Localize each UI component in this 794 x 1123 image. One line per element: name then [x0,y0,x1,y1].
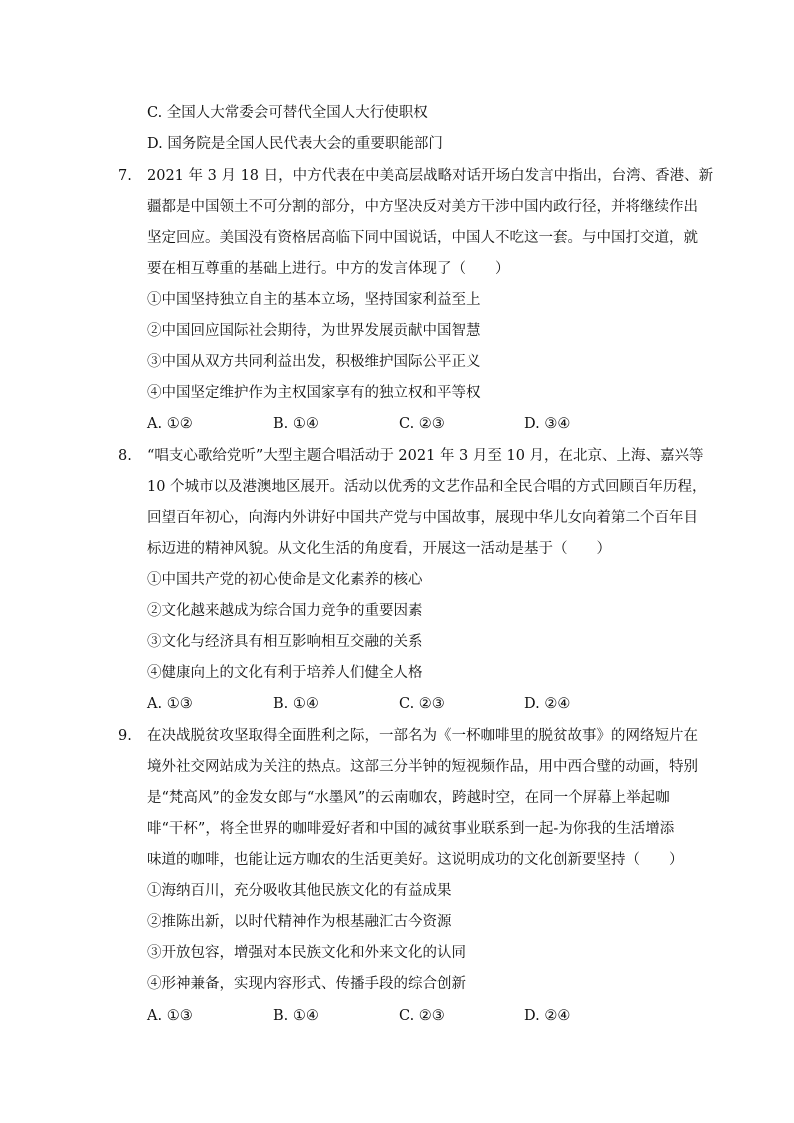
q8-statement: ③文化与经济具有相互影响相互交融的关系 [147,634,423,650]
q7-stem-line: 坚定回应。美国没有资格居高临下同中国说话，中国人不吃这一套。与中国打交道，就 [147,230,698,246]
q9-choice-c[interactable]: C. ②③ [399,1008,445,1024]
q7-stem-line: 要在相互尊重的基础上进行。中方的发言体现了（ ） [147,261,510,277]
q9-choices [147,1006,627,1026]
q6-option-d: D. 国务院是全国人民代表大会的重要职能部门 [147,136,443,152]
q9-choice-d[interactable]: D. ②④ [524,1008,571,1024]
q9-stem-line: 啡“干杯”，将全世界的咖啡爱好者和中国的减贫事业联系到一起-为你我的生活增添 [147,821,675,837]
q8-choice-d[interactable]: D. ②④ [524,696,571,712]
q7-statement: ③中国从双方共同利益出发，积极维护国际公平正义 [147,354,481,370]
q7-statement: ①中国坚持独立自主的基本立场，坚持国家利益至上 [147,292,481,308]
q8-stem-line: “唱支心歌给党听”大型主题合唱活动于 2021 年 3 月至 10 月，在北京、上海、嘉兴等 [147,448,704,464]
q9-choice-a[interactable]: A. ①③ [147,1008,193,1024]
q7-choice-a[interactable]: A. ①② [147,416,193,432]
q9-stem-line: 味道的咖啡，也能让远方咖农的生活更美好。这说明成功的文化创新要坚持（ ） [147,852,684,868]
q9-number: 9. [118,728,132,744]
q9-choice-b[interactable]: B. ①④ [273,1008,319,1024]
q8-choices [147,694,627,714]
q7-choice-b[interactable]: B. ①④ [273,416,319,432]
q7-choices [147,414,627,434]
q8-number: 8. [118,448,132,464]
q8-stem-line: 10 个城市以及港澳地区展开。活动以优秀的文艺作品和全民合唱的方式回顾百年历程， [147,479,707,495]
q8-choice-c[interactable]: C. ②③ [399,696,445,712]
q8-statement: ①中国共产党的初心使命是文化素养的核心 [147,572,423,588]
q8-statement: ④健康向上的文化有利于培养人们健全人格 [147,665,423,681]
q9-stem-line: 是“梵高风”的金发女郎与“水墨风”的云南咖农，跨越时空，在同一个屏幕上举起咖 [147,790,670,806]
q8-choice-b[interactable]: B. ①④ [273,696,319,712]
q7-statement: ②中国回应国际社会期待，为世界发展贡献中国智慧 [147,323,481,339]
q7-choice-d[interactable]: D. ③④ [524,416,571,432]
q9-statement: ④形神兼备，实现内容形式、传播手段的综合创新 [147,976,466,992]
q8-statement: ②文化越来越成为综合国力竞争的重要因素 [147,603,423,619]
q7-statement: ④中国坚定维护作为主权国家享有的独立权和平等权 [147,385,481,401]
q9-statement: ①海纳百川，充分吸收其他民族文化的有益成果 [147,883,452,899]
q7-stem-line: 2021 年 3 月 18 日，中方代表在中美高层战略对话开场白发言中指出，台湾、香港、新 [147,168,714,184]
q9-statement: ②推陈出新，以时代精神作为根基融汇古今资源 [147,914,452,930]
q6-option-c: C. 全国人大常委会可替代全国人大行使职权 [147,105,428,121]
q7-stem-line: 疆都是中国领土不可分割的部分，中方坚决反对美方干涉中国内政行径，并将继续作出 [147,199,698,215]
q9-stem-line: 在决战脱贫攻坚取得全面胜利之际，一部名为《一杯咖啡里的脱贫故事》的网络短片在 [147,728,698,744]
q7-number: 7. [118,168,132,184]
q9-statement: ③开放包容，增强对本民族文化和外来文化的认同 [147,945,466,961]
q8-stem-line: 回望百年初心，向海内外讲好中国共产党与中国故事，展现中华儿女向着第二个百年目 [147,510,698,526]
q9-stem-line: 境外社交网站成为关注的热点。这部三分半钟的短视频作品，用中西合璧的动画，特别 [147,759,698,775]
q8-choice-a[interactable]: A. ①③ [147,696,193,712]
q8-stem-line: 标迈进的精神风貌。从文化生活的角度看，开展这一活动是基于（ ） [147,541,611,557]
q7-choice-c[interactable]: C. ②③ [399,416,445,432]
